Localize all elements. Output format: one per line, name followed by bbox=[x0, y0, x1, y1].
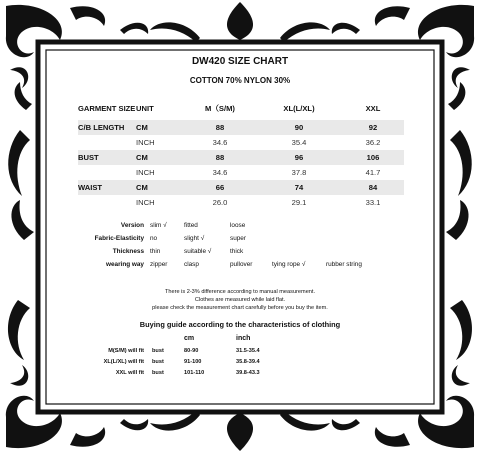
guide-part: bust bbox=[152, 358, 164, 365]
table-row bbox=[90, 367, 296, 378]
guide-part: bust bbox=[152, 369, 164, 376]
note-line: please check the measurement chart carefully before you buy the item. bbox=[152, 305, 328, 311]
guide-size: XL(L/XL) will fit bbox=[103, 358, 144, 365]
note-line: Clothes are measured while laid flat. bbox=[194, 297, 286, 303]
size-table bbox=[78, 96, 404, 210]
row-measure: C/B LENGTH bbox=[78, 120, 136, 135]
guide-inch: 31.5-35.4 bbox=[236, 347, 260, 354]
table-row bbox=[78, 135, 404, 150]
right-side-ornament bbox=[446, 82, 472, 360]
attribute-option: clasp bbox=[184, 261, 199, 268]
guide-cm: 91-100 bbox=[184, 358, 202, 365]
table-row bbox=[78, 195, 404, 210]
guide-inch: 35.8-39.4 bbox=[236, 358, 260, 365]
cell-xxl: 33.1 bbox=[365, 198, 381, 207]
row-measure: WAIST bbox=[78, 180, 136, 195]
row-unit: INCH bbox=[136, 168, 155, 177]
garment-attributes bbox=[62, 220, 418, 272]
size-chart-content bbox=[62, 52, 418, 398]
attribute-label: Version bbox=[120, 222, 144, 229]
guide-inch: 39.8-43.3 bbox=[236, 369, 260, 376]
cell-xl: 74 bbox=[256, 180, 342, 195]
attribute-row-thickness bbox=[62, 246, 418, 259]
row-unit: CM bbox=[136, 150, 184, 165]
attribute-row-wearing-way bbox=[62, 259, 418, 272]
guide-cm: 80-90 bbox=[184, 347, 199, 354]
header-size-m: M（S/M) bbox=[205, 103, 235, 113]
buying-guide-title: Buying guide according to the characteristics of clothing bbox=[139, 320, 341, 329]
header-size-xxl: XXL bbox=[365, 103, 381, 113]
row-measure bbox=[78, 165, 136, 180]
cell-m: 88 bbox=[184, 120, 256, 135]
buying-guide-table bbox=[90, 332, 296, 378]
attribute-option: slim √ bbox=[150, 222, 167, 229]
top-center-ornament bbox=[120, 2, 360, 42]
guide-header-inch: inch bbox=[236, 335, 251, 342]
row-measure bbox=[78, 195, 136, 210]
left-side-ornament bbox=[8, 82, 34, 360]
cell-xl: 90 bbox=[256, 120, 342, 135]
buying-guide-header bbox=[90, 332, 296, 345]
attribute-option: suitable √ bbox=[184, 248, 212, 255]
cell-xxl: 84 bbox=[342, 180, 404, 195]
attribute-label: Thickness bbox=[112, 248, 144, 255]
table-row bbox=[78, 120, 404, 135]
row-unit: INCH bbox=[136, 198, 155, 207]
attribute-option: super bbox=[230, 235, 246, 242]
attribute-option: zipper bbox=[150, 261, 168, 268]
row-unit: CM bbox=[136, 120, 184, 135]
note-line: There is 2-3% difference according to manual measurement. bbox=[164, 289, 316, 295]
cell-xl: 35.4 bbox=[291, 138, 307, 147]
header-garment-size: GARMENT SIZE bbox=[78, 103, 136, 113]
guide-part: bust bbox=[152, 347, 164, 354]
bottom-center-ornament bbox=[120, 411, 360, 451]
cell-xl: 96 bbox=[256, 150, 342, 165]
attribute-option: tying rope √ bbox=[272, 261, 306, 268]
attribute-label: Fabric-Elasticity bbox=[94, 235, 144, 242]
size-table-header bbox=[78, 96, 404, 120]
attribute-option: slight √ bbox=[184, 235, 205, 242]
cell-m: 34.6 bbox=[212, 138, 228, 147]
table-row bbox=[90, 345, 296, 356]
cell-xxl: 41.7 bbox=[365, 168, 381, 177]
attribute-label: wearing way bbox=[105, 261, 144, 268]
cell-m: 88 bbox=[184, 150, 256, 165]
material-composition: COTTON 70% NYLON 30% bbox=[189, 76, 291, 85]
attribute-option: thin bbox=[150, 248, 161, 255]
cell-xl: 37.8 bbox=[291, 168, 307, 177]
row-measure bbox=[78, 135, 136, 150]
row-measure: BUST bbox=[78, 150, 136, 165]
table-row bbox=[78, 150, 404, 165]
guide-header-part bbox=[152, 332, 184, 345]
table-row bbox=[78, 180, 404, 195]
attribute-option: rubber string bbox=[326, 261, 362, 268]
cell-m: 34.6 bbox=[212, 168, 228, 177]
guide-size: M(S/M) will fit bbox=[108, 347, 144, 354]
table-row bbox=[78, 165, 404, 180]
cell-xxl: 106 bbox=[342, 150, 404, 165]
measurement-notes bbox=[62, 288, 418, 312]
attribute-row-elasticity bbox=[62, 233, 418, 246]
guide-header-size bbox=[90, 332, 152, 345]
attribute-option: thick bbox=[230, 248, 244, 255]
cell-xxl: 36.2 bbox=[365, 138, 381, 147]
table-row bbox=[90, 356, 296, 367]
header-size-xl: XL(L/XL) bbox=[283, 103, 315, 113]
cell-xxl: 92 bbox=[342, 120, 404, 135]
cell-xl: 29.1 bbox=[291, 198, 307, 207]
row-unit: INCH bbox=[136, 138, 155, 147]
cell-m: 26.0 bbox=[212, 198, 228, 207]
attribute-row-version bbox=[62, 220, 418, 233]
guide-cm: 101-110 bbox=[184, 369, 205, 376]
attribute-option: loose bbox=[230, 222, 246, 229]
guide-header-cm: cm bbox=[184, 335, 195, 342]
attribute-option: no bbox=[150, 235, 158, 242]
row-unit: CM bbox=[136, 180, 184, 195]
attribute-option: pullover bbox=[230, 261, 253, 268]
chart-title: DW420 SIZE CHART bbox=[191, 56, 289, 67]
cell-m: 66 bbox=[184, 180, 256, 195]
attribute-option: fitted bbox=[184, 222, 198, 229]
header-unit: UNIT bbox=[136, 103, 154, 113]
guide-size: XXL will fit bbox=[115, 369, 144, 376]
